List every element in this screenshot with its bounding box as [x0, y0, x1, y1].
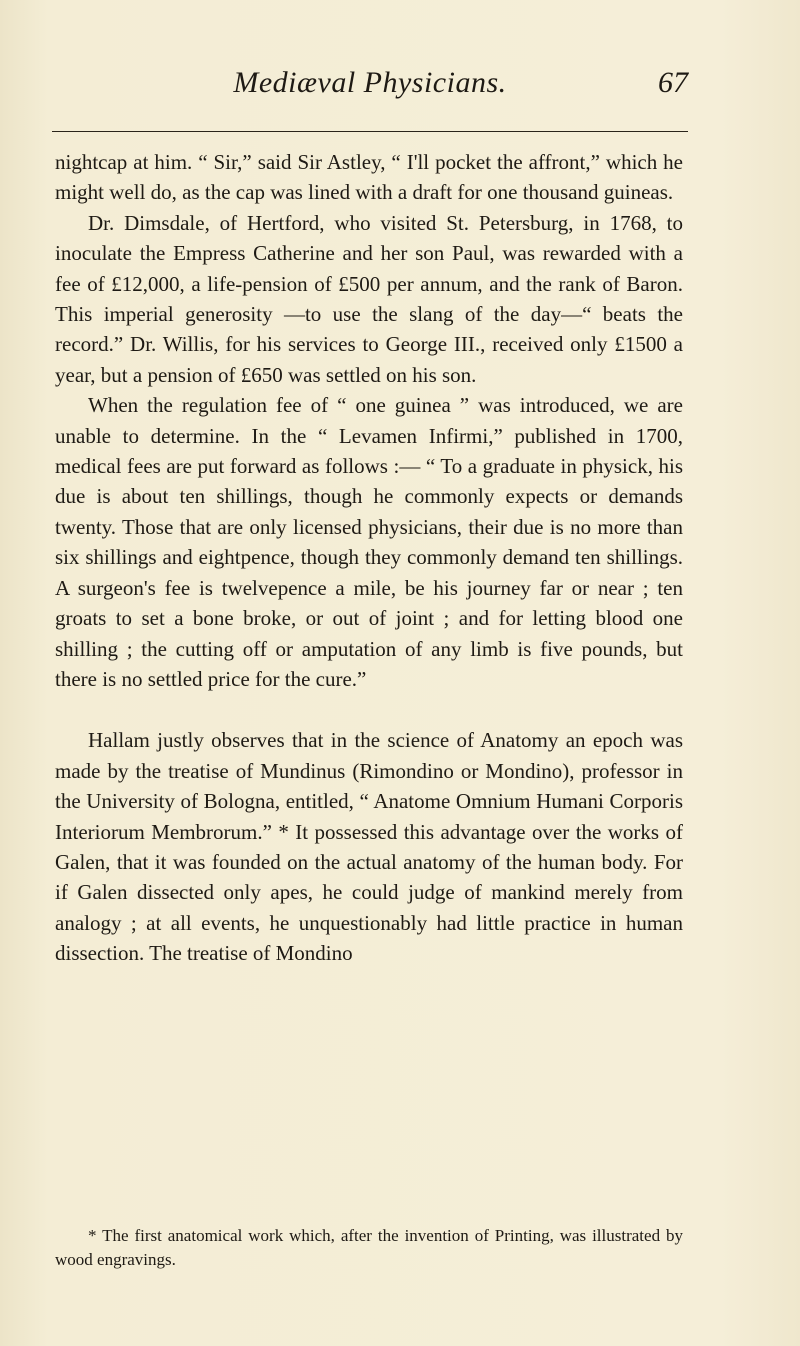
footnote: * The first anatomical work which, after the invention of Printing, was illustrated by wood engravings. [55, 1226, 683, 1269]
paragraph: Dr. Dimsdale, of Hertford, who visited St. Petersburg, in 1768, to inoculate the Empress Catherine and her son Paul, was rewarded with a fee of £12,000, a life-pension of £500 per annum, and the rank of Baron. This imperial generosity —to use the slang of the day—“ beats the record.” Dr. Willis, for his services to George III., received only £1500 a year, but a pension of £650 was settled on his son. [55, 210, 683, 387]
page-number: 67 [658, 66, 688, 99]
body-text [55, 147, 683, 969]
page-header [52, 66, 688, 110]
paragraph: nightcap at him. “ Sir,” said Sir Astley, “ I'll pocket the affront,” which he might well do, as the cap was lined with a draft for one thousand guineas. [55, 150, 683, 205]
running-head: Mediæval Physicians. [233, 66, 507, 99]
header-rule [52, 131, 688, 132]
paragraph: Hallam justly observes that in the science of Anatomy an epoch was made by the treatise of Mundinus (Rimondino or Mondino), professor in the University of Bologna, entitled, “ Anatome Omnium Humani Corporis Interiorum Membrorum.” * It possessed this advantage over the works of Galen, that it was founded on the actual anatomy of the human body. For if Galen dissected only apes, he could judge of mankind merely from analogy ; at all events, he unquestionably had little practice in human dissection. The treatise of Mondino [55, 728, 683, 966]
paragraph: When the regulation fee of “ one guinea ” was introduced, we are unable to determine. In the “ Levamen Infirmi,” published in 1700, medical fees are put forward as follows :— “ To a graduate in physick, his due is about ten shillings, though he commonly expects or demands twenty. Those that are only licensed physicians, their due is no more than six shillings and eightpence, though they commonly demand ten shillings. A surgeon's fee is twelvepence a mile, be his journey far or near ; ten groats to set a bone broke, or out of joint ; and for letting blood one shilling ; the cutting off or amputation of any limb is five pounds, but there is no settled price for the cure.” [55, 393, 683, 691]
